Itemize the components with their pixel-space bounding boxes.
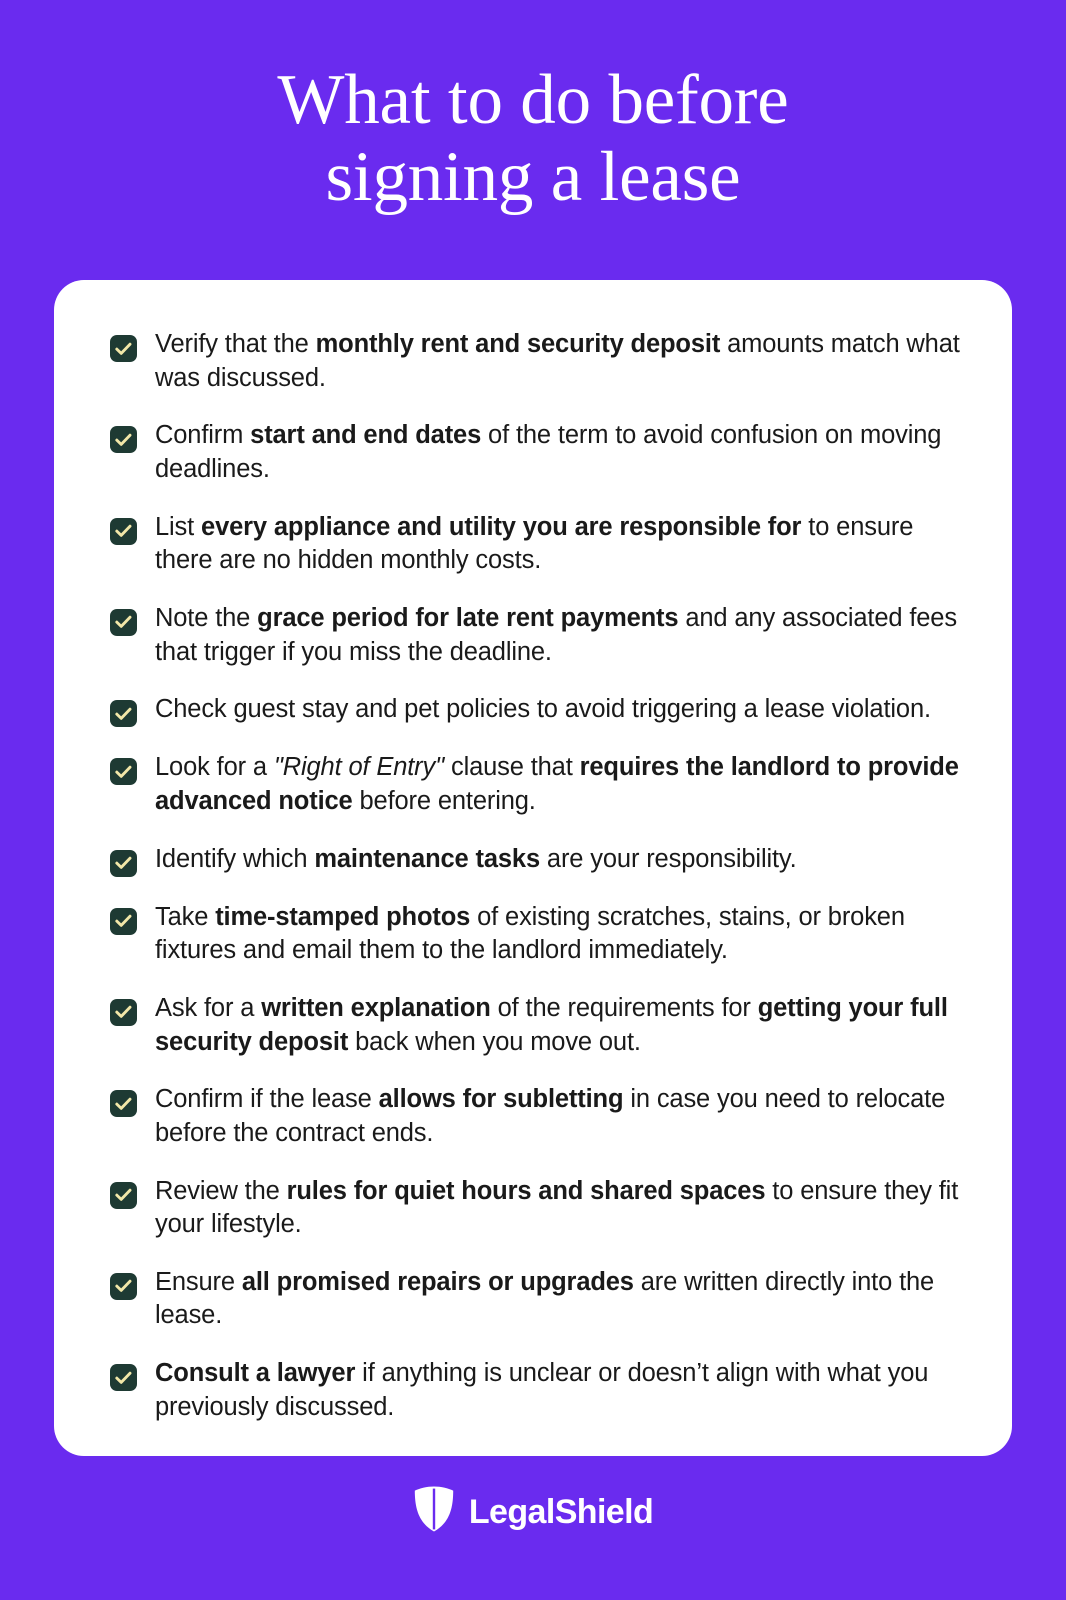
text-run: all promised repairs or upgrades [241,1267,634,1296]
checklist-item [110,843,966,877]
checklist-item-text [155,992,966,1059]
checklist-item-text [155,328,966,395]
checklist-item [110,328,966,395]
checklist-item-text [155,1357,966,1424]
text-run: back when you move out. [348,1027,641,1056]
text-run: and any associated fees that trigger if you miss the deadline. [155,603,957,666]
checkbox-checked-icon[interactable] [110,1273,137,1300]
footer-brand [0,1485,1066,1538]
text-run: "Right of Entry" [273,753,445,782]
text-run: Review the [155,1176,287,1205]
checklist-item [110,602,966,669]
text-run: clause that [444,753,580,782]
text-run: Consult a lawyer [155,1359,356,1388]
checkbox-checked-icon[interactable] [110,1364,137,1391]
text-run: List [155,512,202,541]
page-title [103,62,963,217]
checklist-card [54,280,1012,1456]
checklist-item-text [155,511,966,578]
checklist-item [110,1083,966,1150]
checklist-item-text [155,843,797,877]
text-run: Verify that the [155,330,316,358]
text-run: rules for quiet hours and shared spaces [286,1176,766,1205]
checklist-item-text [155,1175,966,1242]
checklist-item-text [155,693,931,727]
text-run: amounts match what was discussed. [155,330,960,392]
text-run: to ensure they fit your lifestyle. [155,1176,959,1239]
checklist-item-text [155,602,966,669]
text-run: maintenance tasks [314,844,540,873]
text-run: getting your full security deposit [155,993,948,1056]
text-run: Identify which [155,844,315,873]
checklist-item [110,901,966,968]
checkbox-checked-icon[interactable] [110,758,137,785]
checklist-item-text [155,1083,966,1150]
text-run: of existing scratches, stains, or broken fixtures and email them to the landlord immediately. [155,902,905,965]
checklist-item [110,1266,966,1333]
checklist-item [110,419,966,486]
checklist-item-text [155,419,966,486]
text-run: written explanation [261,993,491,1022]
checkbox-checked-icon[interactable] [110,700,137,727]
text-run: before entering. [352,786,536,815]
checklist-item [110,1175,966,1242]
text-run: grace period for late rent payments [257,603,679,632]
checkbox-checked-icon[interactable] [110,426,137,453]
checklist-item [110,511,966,578]
text-run: to ensure there are no hidden monthly costs. [155,512,914,575]
checkbox-checked-icon[interactable] [110,335,137,362]
text-run: Check guest stay and pet policies to avoid triggering a lease violation. [155,695,931,724]
legalshield-shield-icon [413,1485,455,1538]
checkbox-checked-icon[interactable] [110,850,137,877]
text-run: allows for subletting [378,1085,624,1114]
text-run: requires the landlord to provide advanced notice [155,753,959,815]
text-run: are written directly into the lease. [155,1267,935,1330]
legalshield-wordmark: LegalShield [468,1492,654,1531]
checklist-item-text [155,751,966,818]
text-run: Note the [155,603,258,632]
text-run: in case you need to relocate before the contract ends. [155,1085,946,1147]
text-run: Take [155,902,216,931]
checkbox-checked-icon[interactable] [110,1090,137,1117]
text-run: are your responsibility. [540,844,797,873]
text-run: every appliance and utility you are responsible for [201,512,802,541]
checkbox-checked-icon[interactable] [110,908,137,935]
checkbox-checked-icon[interactable] [110,1182,137,1209]
checklist-item-text [155,901,966,968]
text-run: of the requirements for [490,993,758,1022]
page-title-line-2: signing a lease [325,138,741,217]
checklist-item [110,751,966,818]
text-run: monthly rent and security deposit [315,330,721,358]
checklist-item [110,992,966,1059]
text-run: if anything is unclear or doesn’t align with what you previously discussed. [155,1359,929,1421]
text-run: Look for a [155,753,274,782]
page-title-line-1: What to do before [277,61,789,139]
text-run: Confirm if the lease [155,1085,379,1114]
text-run: time-stamped photos [215,902,471,931]
checkbox-checked-icon[interactable] [110,518,137,545]
checklist-item [110,693,966,727]
text-run: start and end dates [250,421,482,450]
checklist-item [110,1357,966,1424]
checkbox-checked-icon[interactable] [110,609,137,636]
checklist [110,328,966,1424]
checklist-item-text [155,1266,966,1333]
checkbox-checked-icon[interactable] [110,999,137,1026]
text-run: Ensure [155,1267,242,1296]
text-run: Confirm [155,421,251,450]
text-run: Ask for a [155,993,262,1022]
text-run: of the term to avoid confusion on moving deadlines. [155,421,942,483]
